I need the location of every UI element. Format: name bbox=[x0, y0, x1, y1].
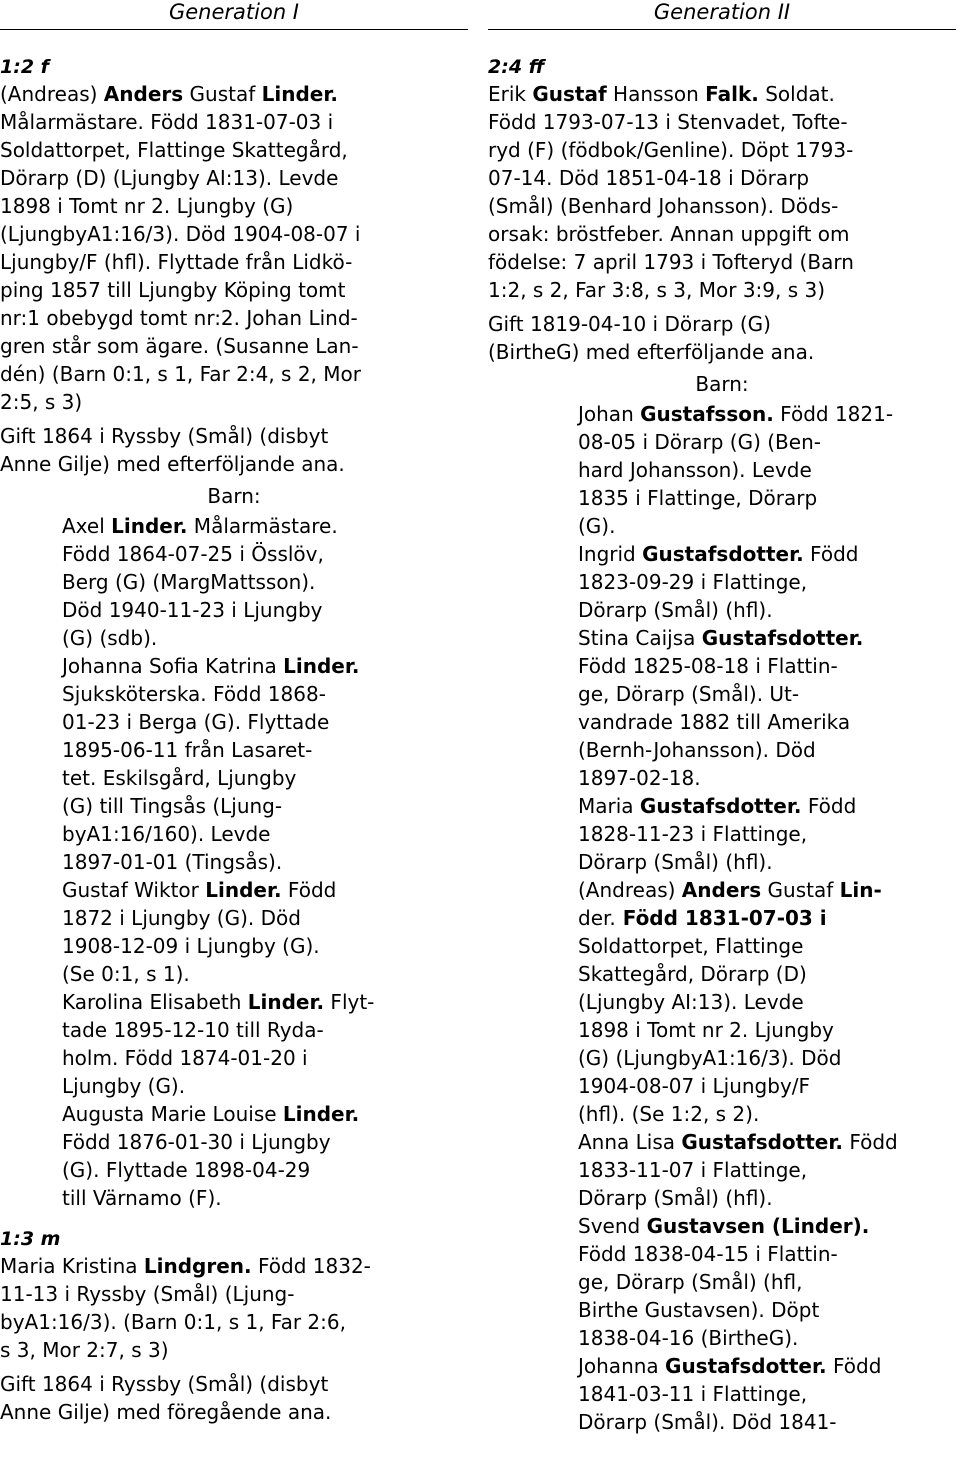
text-line: s 3, Mor 2:7, s 3) bbox=[0, 1338, 169, 1362]
entry-id: 2:4 ff bbox=[488, 56, 545, 78]
text-line: Ingrid Gustafsdotter. Född bbox=[578, 542, 859, 566]
text-line: Erik Gustaf Hansson Falk. Soldat. bbox=[488, 82, 835, 106]
text-line: (Ljungby AI:13). Levde bbox=[578, 990, 804, 1014]
text-line: 1841-03-11 i Flattinge, bbox=[578, 1382, 808, 1406]
text-line: der. Född 1831-07-03 i bbox=[578, 906, 827, 930]
text-line: (G) (sdb). bbox=[62, 626, 158, 650]
text-line: byA1:16/160). Levde bbox=[62, 822, 271, 846]
text-line: 1823-09-29 i Flattinge, bbox=[578, 570, 808, 594]
text-line: 1908-12-09 i Ljungby (G). bbox=[62, 934, 320, 958]
text-line: 01-23 i Berga (G). Flyttade bbox=[62, 710, 330, 734]
text-line: Anne Gilje) med efterföljande ana. bbox=[0, 452, 345, 476]
text-line: orsak: bröstfeber. Annan uppgift om bbox=[488, 222, 850, 246]
entry-text bbox=[488, 80, 956, 304]
text-line: Dörarp (Smål) (hfl). bbox=[578, 1186, 773, 1210]
text-line: Soldattorpet, Flattinge Skattegård, bbox=[0, 138, 348, 162]
child-entry bbox=[488, 1212, 956, 1352]
text-line: (BirtheG) med efterföljande ana. bbox=[488, 340, 815, 364]
text-line: 1898 i Tomt nr 2. Ljungby bbox=[578, 1018, 834, 1042]
text-line: Dörarp (Smål). Död 1841- bbox=[578, 1410, 837, 1434]
text-line: tet. Eskilsgård, Ljungby bbox=[62, 766, 297, 790]
text-line: Ljungby (G). bbox=[62, 1074, 186, 1098]
entry-text bbox=[0, 1252, 468, 1364]
text-line: Johanna Gustafsdotter. Född bbox=[578, 1354, 882, 1378]
text-line: Gift 1864 i Ryssby (Smål) (disbyt bbox=[0, 1372, 329, 1396]
text-line: gren står som ägare. (Susanne Lan- bbox=[0, 334, 359, 358]
text-line: 1895-06-11 från Lasaret- bbox=[62, 738, 313, 762]
text-line: Död 1940-11-23 i Ljungby bbox=[62, 598, 323, 622]
text-line: Född 1825-08-18 i Flattin- bbox=[578, 654, 838, 678]
marriage-text bbox=[0, 422, 468, 478]
text-line: Sjuksköterska. Född 1868- bbox=[62, 682, 326, 706]
text-line: (G). Flyttade 1898-04-29 bbox=[62, 1158, 311, 1182]
text-line: vandrade 1882 till Amerika bbox=[578, 710, 851, 734]
text-line: (Bernh-Johansson). Död bbox=[578, 738, 816, 762]
text-line: Dörarp (Smål) (hfl). bbox=[578, 598, 773, 622]
text-line: 1:2, s 2, Far 3:8, s 3, Mor 3:9, s 3) bbox=[488, 278, 826, 302]
text-line: 07-14. Död 1851-04-18 i Dörarp bbox=[488, 166, 810, 190]
child-entry bbox=[488, 1128, 956, 1212]
child-entry bbox=[488, 540, 956, 624]
child-entry bbox=[0, 652, 468, 876]
child-entry bbox=[488, 1352, 956, 1436]
text-line: ryd (F) (födbok/Genline). Döpt 1793- bbox=[488, 138, 854, 162]
text-line: Gift 1819-04-10 i Dörarp (G) bbox=[488, 312, 771, 336]
text-line: Född 1876-01-30 i Ljungby bbox=[62, 1130, 331, 1154]
text-line: (LjungbyA1:16/3). Död 1904-08-07 i bbox=[0, 222, 361, 246]
children-list bbox=[488, 400, 956, 1436]
text-line: 1898 i Tomt nr 2. Ljungby (G) bbox=[0, 194, 294, 218]
text-line: Gift 1864 i Ryssby (Smål) (disbyt bbox=[0, 424, 329, 448]
text-line: (Andreas) Anders Gustaf Linder. bbox=[0, 82, 338, 106]
text-line: byA1:16/3). (Barn 0:1, s 1, Far 2:6, bbox=[0, 1310, 346, 1334]
child-entry bbox=[488, 400, 956, 540]
text-line: 1897-02-18. bbox=[578, 766, 701, 790]
text-line: (G). bbox=[578, 514, 616, 538]
text-line: 1828-11-23 i Flattinge, bbox=[578, 822, 808, 846]
text-line: 1838-04-16 (BirtheG). bbox=[578, 1326, 799, 1350]
text-line: Ljungby/F (hfl). Flyttade från Lidkö- bbox=[0, 250, 353, 274]
text-line: Axel Linder. Målarmästare. bbox=[62, 514, 338, 538]
text-line: 1904-08-07 i Ljungby/F bbox=[578, 1074, 811, 1098]
text-line: Birthe Gustavsen). Döpt bbox=[578, 1298, 820, 1322]
text-line: Anne Gilje) med föregående ana. bbox=[0, 1400, 332, 1424]
text-line: Dörarp (D) (Ljungby AI:13). Levde bbox=[0, 166, 339, 190]
text-line: Svend Gustavsen (Linder). bbox=[578, 1214, 870, 1238]
children-list bbox=[0, 512, 468, 1212]
text-line: Gustaf Wiktor Linder. Född bbox=[62, 878, 337, 902]
text-line: (G) till Tingsås (Ljung- bbox=[62, 794, 283, 818]
text-line: tade 1895-12-10 till Ryda- bbox=[62, 1018, 324, 1042]
entry-text bbox=[0, 80, 468, 416]
text-line: 11-13 i Ryssby (Smål) (Ljung- bbox=[0, 1282, 295, 1306]
text-line: Johan Gustafsson. Född 1821- bbox=[578, 402, 894, 426]
text-line: Född 1864-07-25 i Össlöv, bbox=[62, 542, 324, 566]
entry-id: 1:3 m bbox=[0, 1228, 61, 1250]
child-entry bbox=[0, 1100, 468, 1212]
barn-label: Barn: bbox=[695, 372, 749, 396]
text-line: holm. Född 1874-01-20 i bbox=[62, 1046, 308, 1070]
text-line: hard Johansson). Levde bbox=[578, 458, 812, 482]
text-line: ge, Dörarp (Smål) (hfl, bbox=[578, 1270, 803, 1294]
text-line: Stina Caijsa Gustafsdotter. bbox=[578, 626, 864, 650]
child-entry bbox=[488, 792, 956, 876]
text-line: dén) (Barn 0:1, s 1, Far 2:4, s 2, Mor bbox=[0, 362, 361, 386]
text-line: ping 1857 till Ljungby Köping tomt bbox=[0, 278, 346, 302]
text-line: Anna Lisa Gustafsdotter. Född bbox=[578, 1130, 898, 1154]
text-line: 1872 i Ljungby (G). Död bbox=[62, 906, 301, 930]
text-line: Soldattorpet, Flattinge bbox=[578, 934, 804, 958]
text-line: ge, Dörarp (Smål). Ut- bbox=[578, 682, 800, 706]
text-line: (Se 0:1, s 1). bbox=[62, 962, 190, 986]
child-entry bbox=[488, 876, 956, 1128]
child-entry bbox=[0, 876, 468, 988]
text-line: Berg (G) (MargMattsson). bbox=[62, 570, 316, 594]
text-line: 08-05 i Dörarp (G) (Ben- bbox=[578, 430, 821, 454]
text-line: Johanna Sofia Katrina Linder. bbox=[62, 654, 360, 678]
text-line: Skattegård, Dörarp (D) bbox=[578, 962, 807, 986]
barn-label: Barn: bbox=[207, 484, 261, 508]
text-line: Målarmästare. Född 1831-07-03 i bbox=[0, 110, 334, 134]
text-line: (hfl). (Se 1:2, s 2). bbox=[578, 1102, 760, 1126]
text-line: Maria Gustafsdotter. Född bbox=[578, 794, 857, 818]
text-line: 1835 i Flattinge, Dörarp bbox=[578, 486, 818, 510]
entry-id: 1:2 f bbox=[0, 56, 49, 78]
text-line: 1833-11-07 i Flattinge, bbox=[578, 1158, 808, 1182]
text-line: till Värnamo (F). bbox=[62, 1186, 222, 1210]
generation-ii-column bbox=[488, 0, 956, 1436]
marriage-text bbox=[0, 1370, 468, 1426]
text-line: 2:5, s 3) bbox=[0, 390, 83, 414]
text-line: nr:1 obebygd tomt nr:2. Johan Lind- bbox=[0, 306, 358, 330]
child-entry bbox=[488, 624, 956, 792]
generation-header: Generation II bbox=[488, 0, 956, 30]
child-entry bbox=[0, 512, 468, 652]
generation-i-column bbox=[0, 0, 468, 1426]
text-line: Dörarp (Smål) (hfl). bbox=[578, 850, 773, 874]
text-line: Född 1793-07-13 i Stenvadet, Tofte- bbox=[488, 110, 848, 134]
text-line: Född 1838-04-15 i Flattin- bbox=[578, 1242, 838, 1266]
text-line: (Smål) (Benhard Johansson). Döds- bbox=[488, 194, 839, 218]
text-line: Maria Kristina Lindgren. Född 1832- bbox=[0, 1254, 371, 1278]
child-entry bbox=[0, 988, 468, 1100]
marriage-text bbox=[488, 310, 956, 366]
text-line: Augusta Marie Louise Linder. bbox=[62, 1102, 360, 1126]
text-line: 1897-01-01 (Tingsås). bbox=[62, 850, 283, 874]
text-line: födelse: 7 april 1793 i Tofteryd (Barn bbox=[488, 250, 854, 274]
generation-header: Generation I bbox=[0, 0, 468, 30]
text-line: (Andreas) Anders Gustaf Lin- bbox=[578, 878, 882, 902]
text-line: Karolina Elisabeth Linder. Flyt- bbox=[62, 990, 375, 1014]
text-line: (G) (LjungbyA1:16/3). Död bbox=[578, 1046, 842, 1070]
